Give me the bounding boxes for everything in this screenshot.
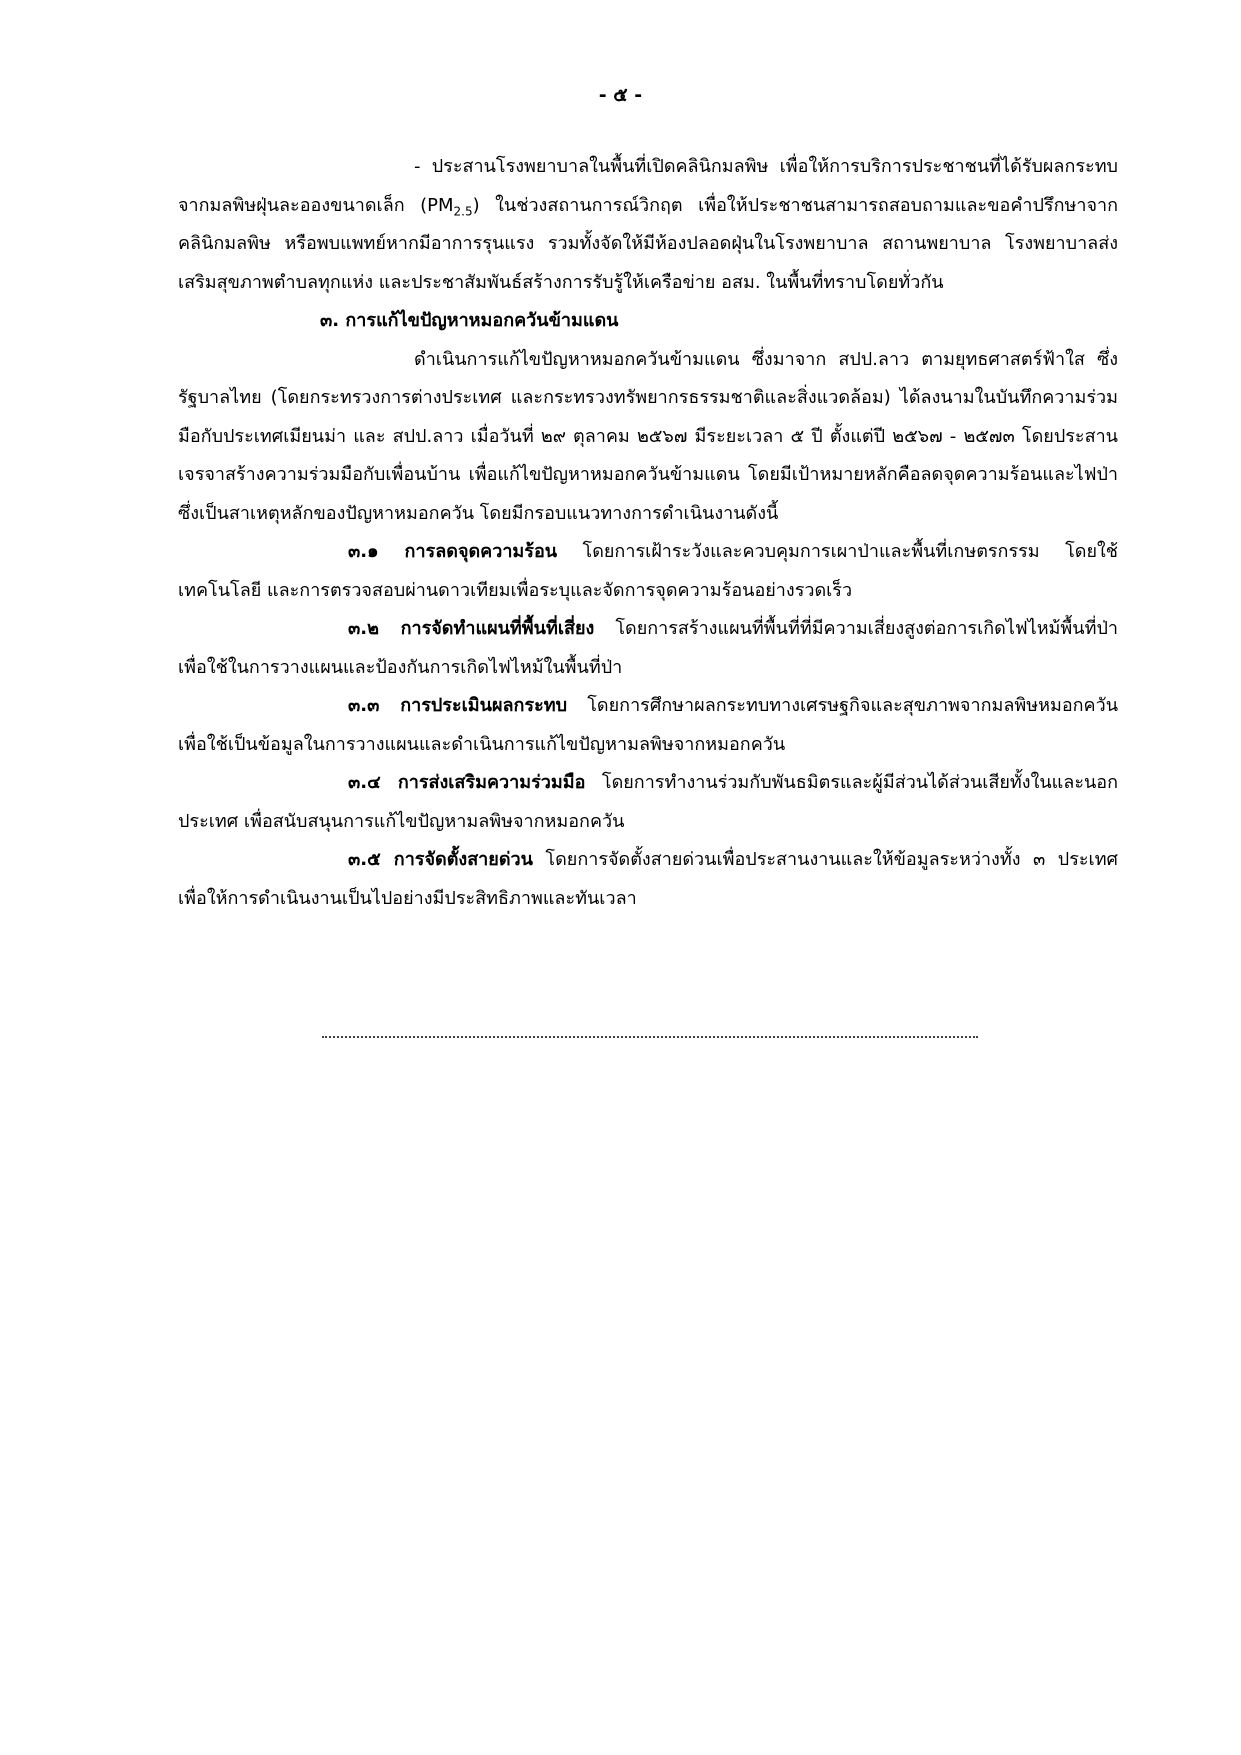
pm-subscript: 2.5: [453, 204, 473, 219]
list-item-3-5: [178, 841, 1118, 918]
item-title: ๓.๑ การลดจุดความร้อน: [348, 541, 558, 562]
item-text: โดยการเฝ้าระวังและควบคุมการเผาป่าและพื้นที่เกษตรกรรม โดยใช้เทคโนโลยี และการตรวจสอบผ่านดาวเทียมเพื่อระบุและจัดการจุดความร้อนอย่างรวดเร็ว: [178, 541, 1118, 601]
clinic-text-before-pm: - ประสานโรงพยาบาลในพื้นที่เปิดคลินิกมลพิษ เพื่อให้การบริการประชาชนที่ได้รับผลกระทบจากมลพิษฝุ่นละอองขนาดเล็ก (PM: [178, 156, 1118, 216]
item-text: โดยการจัดตั้งสายด่วนเพื่อประสานงานและให้ข้อมูลระหว่างทั้ง ๓ ประเทศ เพื่อให้การดำเนินงานเป็นไปอย่างมีประสิทธิภาพและทันเวลา: [178, 849, 1118, 909]
list-item-3-2: [178, 610, 1118, 687]
page-number: - ๕ -: [598, 84, 643, 106]
paragraph-pollution-clinic: [178, 148, 1118, 302]
item-text: โดยการสร้างแผนที่พื้นที่ที่มีความเสี่ยงสูงต่อการเกิดไฟไหม้พื้นที่ป่า เพื่อใช้ในการวางแผนและป้องกันการเกิดไฟไหม้ในพื้นที่ป่า: [178, 618, 1118, 678]
list-item-3-4: [178, 764, 1118, 841]
item-title: ๓.๒ การจัดทำแผนที่พื้นที่เสี่ยง: [348, 618, 595, 639]
item-title: ๓.๓ การประเมินผลกระทบ: [348, 695, 568, 716]
item-text: โดยการศึกษาผลกระทบทางเศรษฐกิจและสุขภาพจากมลพิษหมอกควัน เพื่อใช้เป็นข้อมูลในการวางแผนและดำเนินการแก้ไขปัญหามลพิษจากหมอกควัน: [178, 695, 1118, 755]
item-title: ๓.๕ การจัดตั้งสายด่วน: [348, 849, 533, 870]
item-title: ๓.๔ การส่งเสริมความร่วมมือ: [348, 772, 586, 793]
clinic-text-after-pm: ) ในช่วงสถานการณ์วิกฤต เพื่อให้ประชาชนสามารถสอบถามและขอคำปรึกษาจากคลินิกมลพิษ หรือพบแพทย์หากมีอาการรุนแรง รวมทั้งจัดให้มีห้องปลอดฝุ่นในโรงพยาบาล สถานพยาบาล โรงพยาบาลส่งเสริมสุขภาพตำบลทุกแห่ง และประชาสัมพันธ์สร้างการรับรู้ให้เครือข่าย อสม. ในพื้นที่ทราบโดยทั่วกัน: [178, 194, 1118, 293]
document-body: [178, 148, 1118, 918]
section-heading-3: ๓. การแก้ไขปัญหาหมอกควันข้ามแดน: [320, 310, 619, 331]
end-of-document-dotted-line: [322, 1036, 978, 1038]
list-item-3-1: [178, 533, 1118, 610]
paragraph-section3-intro: ดำเนินการแก้ไขปัญหาหมอกควันข้ามแดน ซึ่งมาจาก สปป.ลาว ตามยุทธศาสตร์ฟ้าใส ซึ่งรัฐบาลไทย (โดยกระทรวงการต่างประเทศ และกระทรวงทรัพยากรธรรมชาติและสิ่งแวดล้อม) ได้ลงนามในบันทึกความร่วมมือกับประเทศเมียนม่า และ สปป.ลาว เมื่อวันที่ ๒๙ ตุลาคม ๒๕๖๗ มีระยะเวลา ๕ ปี ตั้งแต่ปี ๒๕๖๗ - ๒๕๗๓ โดยประสานเจรจาสร้างความร่วมมือกับเพื่อนบ้าน เพื่อแก้ไขปัญหาหมอกควันข้ามแดน โดยมีเป้าหมายหลักคือลดจุดความร้อนและไฟป่า ซึ่งเป็นสาเหตุหลักของปัญหาหมอกควัน โดยมีกรอบแนวทางการดำเนินงานดังนี้: [178, 348, 1118, 524]
item-text: โดยการทำงานร่วมกับพันธมิตรและผู้มีส่วนได้ส่วนเสียทั้งในและนอกประเทศ เพื่อสนับสนุนการแก้ไขปัญหามลพิษจากหมอกควัน: [178, 772, 1118, 832]
list-item-3-3: [178, 687, 1118, 764]
